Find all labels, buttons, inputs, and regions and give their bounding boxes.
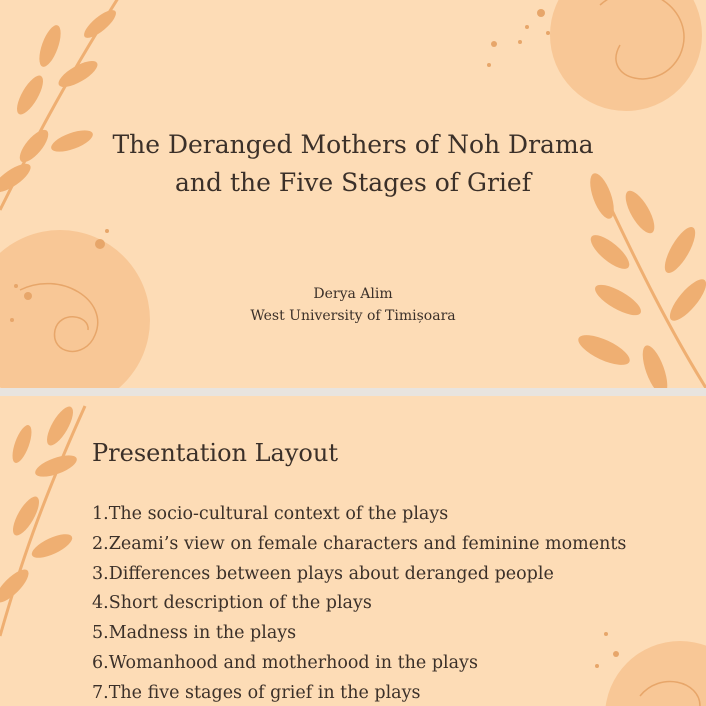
author-affiliation: West University of Timișoara xyxy=(250,308,456,324)
agenda-item: 7.The five stages of grief in the plays xyxy=(92,682,421,703)
layout-heading: Presentation Layout xyxy=(92,439,338,467)
dots-top xyxy=(487,9,550,67)
author-name: Derya Alim xyxy=(313,286,393,302)
agenda-item: 2.Zeami’s view on female characters and feminine moments xyxy=(92,533,627,554)
agenda-item: 6.Womanhood and motherhood in the plays xyxy=(92,652,478,673)
layout-slide xyxy=(0,396,706,706)
presentation-title xyxy=(0,126,706,202)
leaf-branch-left xyxy=(0,403,85,636)
agenda-item: 1.The socio-cultural context of the plays xyxy=(92,504,449,524)
title-line-1: The Deranged Mothers of Noh Drama xyxy=(112,130,594,159)
sun-circle-top-right xyxy=(550,0,702,111)
slide-separator xyxy=(0,388,706,396)
agenda-item: 3.Differences between plays about deranged people xyxy=(92,563,554,584)
title-line-2: and the Five Stages of Grief xyxy=(175,168,531,197)
agenda-item: 5.Madness in the plays xyxy=(92,623,297,644)
leaf-branch-bottom-right xyxy=(574,170,706,388)
agenda-list xyxy=(92,500,626,706)
agenda-item: 4.Short description of the plays xyxy=(92,593,372,614)
